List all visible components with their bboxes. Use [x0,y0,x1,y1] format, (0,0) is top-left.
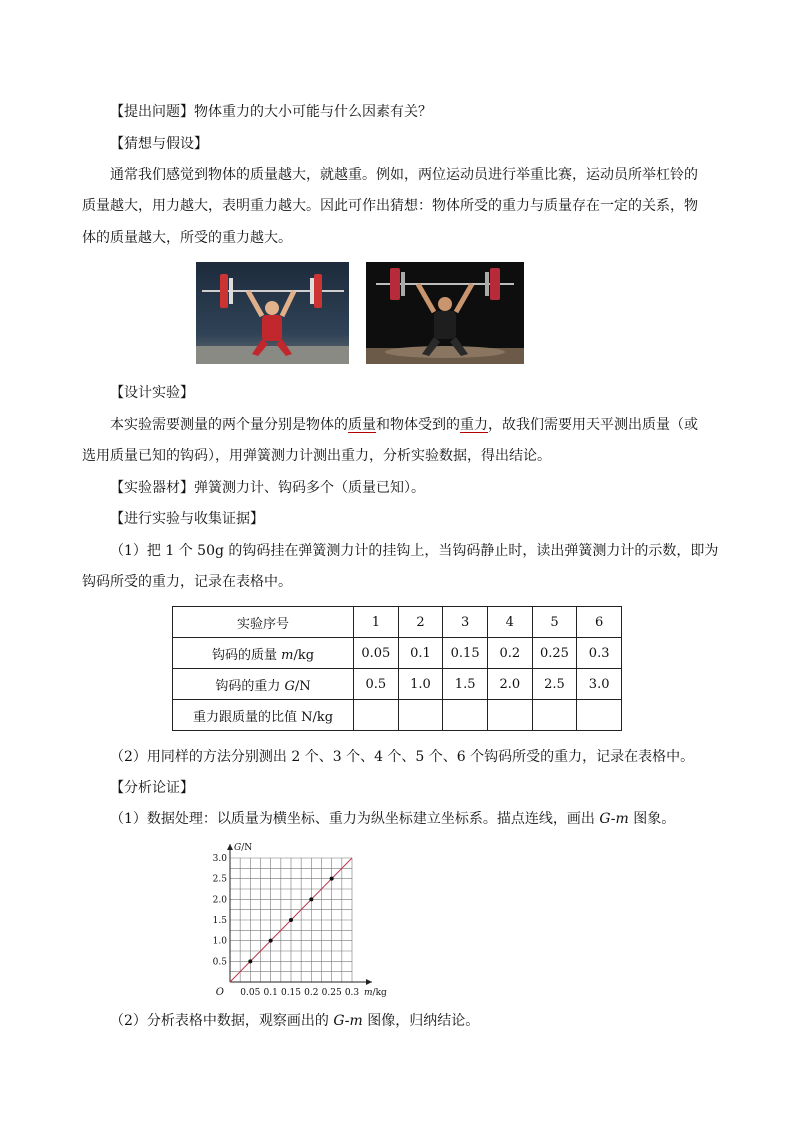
design-gravity-underlined: 重力 [460,417,488,433]
x-tick-label: 0.3 [344,988,360,998]
hypothesis-line-3: 体的质量越大，所受的重力越大。 [82,230,292,246]
weight-label-text: 钩码的重力 [215,678,285,694]
table-cell: 3.0 [577,669,622,700]
chart-axes [227,844,372,985]
design-line-2: 选用质量已知的钩码），用弹簧测力计测出重力，分析实验数据，得出结论。 [82,448,551,464]
analysis-step2-text: （2）分析表格中数据，观察画出的 [110,1013,334,1029]
design-line-1 [110,415,698,435]
hypothesis-line-2: 质量越大，用力越大，表明重力越大。因此可作出猜想：物体所受的重力与质量存在一定的关系，物 [82,198,698,214]
g-m-chart [200,836,400,1000]
y-tick-label: 1.5 [212,916,227,926]
procedure-label: 【进行实验与收集证据】 [110,511,264,527]
table-row-mass [173,638,622,669]
equipment-line [110,478,425,498]
table-cell: 0.05 [354,638,399,669]
table-cell: 1.0 [398,669,443,700]
data-table [172,606,622,731]
table-cell: 4 [487,607,532,638]
analysis-label: 【分析论证】 [110,780,194,796]
weightlifter-photo-left [196,262,349,364]
table-cell: 1.5 [443,669,488,700]
analysis-step1-gm: G-m [599,811,629,827]
mass-label-text: 钩码的质量 [211,647,282,663]
analysis-step2-gm: G-m [333,1013,363,1029]
x-tick-label: 0.2 [304,988,319,998]
design-label: 【设计实验】 [110,385,194,401]
data-point [269,939,273,943]
mass-label-unit: /kg [293,647,315,663]
origin-label: O [215,987,224,998]
x-tick-label: 0.1 [263,988,278,998]
design-text-a: 本实验需要测量的两个量分别是物体的 [110,417,348,433]
y-tick-label: 0.5 [212,957,227,968]
table-cell [532,700,577,731]
y-axis-label: G/N [234,843,253,853]
weightlifter-photo-right [366,262,524,364]
table-weight-label [173,669,354,700]
x-axis-arrow [366,979,372,985]
design-text-c: ，故我们需要用天平测出质量（或 [488,417,698,433]
step1-line-2: 钩码所受的重力，记录在表格中。 [82,574,292,590]
table-cell: 0.1 [398,638,443,669]
table-ratio-label: 重力跟质量的比值 N/kg [173,700,354,731]
question-line [110,102,432,122]
data-point [309,897,313,901]
analysis-step2-end: 图像，归纳结论。 [362,1013,480,1029]
mass-label-var: m [281,647,294,663]
table-cell: 3 [443,607,488,638]
data-point [289,918,293,922]
analysis-step1 [110,809,675,829]
weight-label-var: G [284,678,295,694]
y-tick-label: 3.0 [212,854,227,864]
y-tick-label: 2.0 [212,895,227,906]
data-point [330,877,334,881]
table-row-ratio [173,700,622,731]
table-row-trial [173,607,622,638]
table-header-label: 实验序号 [173,607,354,638]
table-cell: 2.5 [532,669,577,700]
step1-line-1: （1）把 1 个 50g 的钩码挂在弹簧测力计的挂钩上，当钩码静止时，读出弹簧测力计的示数，即为 [110,543,719,559]
table-cell: 0.2 [487,638,532,669]
analysis-step2 [110,1011,479,1031]
table-cell: 2.0 [487,669,532,700]
analysis-step1-text: （1）数据处理：以质量为横坐标、重力为纵坐标建立坐标系。描点连线，画出 [110,811,600,827]
y-tick-label: 1.0 [212,936,227,947]
equipment-label: 【实验器材】 [110,480,194,496]
data-point [248,959,252,963]
table-mass-label [173,638,354,669]
table-cell: 0.3 [577,638,622,669]
x-tick-label: 0.25 [321,988,342,998]
x-axis-label: m/kg [364,988,387,998]
table-row-weight [173,669,622,700]
weight-label-unit: /N [294,678,311,694]
table-cell: 5 [532,607,577,638]
chart-tick-labels [213,843,387,998]
table-cell [398,700,443,731]
hypothesis-line-1: 通常我们感觉到物体的质量越大，就越重。例如，两位运动员进行举重比赛，运动员所举杠铃的 [110,167,698,183]
x-tick-label: 0.15 [280,988,302,998]
table-cell [443,700,488,731]
step2-line: （2）用同样的方法分别测出 2 个、3 个、4 个、5 个、6 个钩码所受的重力，记录在表格中。 [110,749,695,765]
table-cell: 2 [398,607,443,638]
y-axis-arrow [227,844,233,850]
question-text: 物体重力的大小可能与什么因素有关？ [194,104,432,120]
table-cell: 1 [354,607,399,638]
analysis-step1-end: 图象。 [628,811,676,827]
table-cell [354,700,399,731]
design-mass-underlined: 质量 [348,417,376,433]
table-cell: 6 [577,607,622,638]
table-cell: 0.5 [354,669,399,700]
table-cell [577,700,622,731]
y-tick-label: 2.5 [212,874,227,885]
table-cell: 0.15 [443,638,488,669]
design-text-b: 和物体受到的 [376,417,460,433]
table-cell: 0.25 [532,638,577,669]
x-tick-label: 0.05 [240,988,261,998]
equipment-text: 弹簧测力计、钩码多个（质量已知）。 [194,480,425,496]
table-cell [487,700,532,731]
question-label: 【提出问题】 [110,104,194,120]
hypothesis-label: 【猜想与假设】 [110,136,208,152]
